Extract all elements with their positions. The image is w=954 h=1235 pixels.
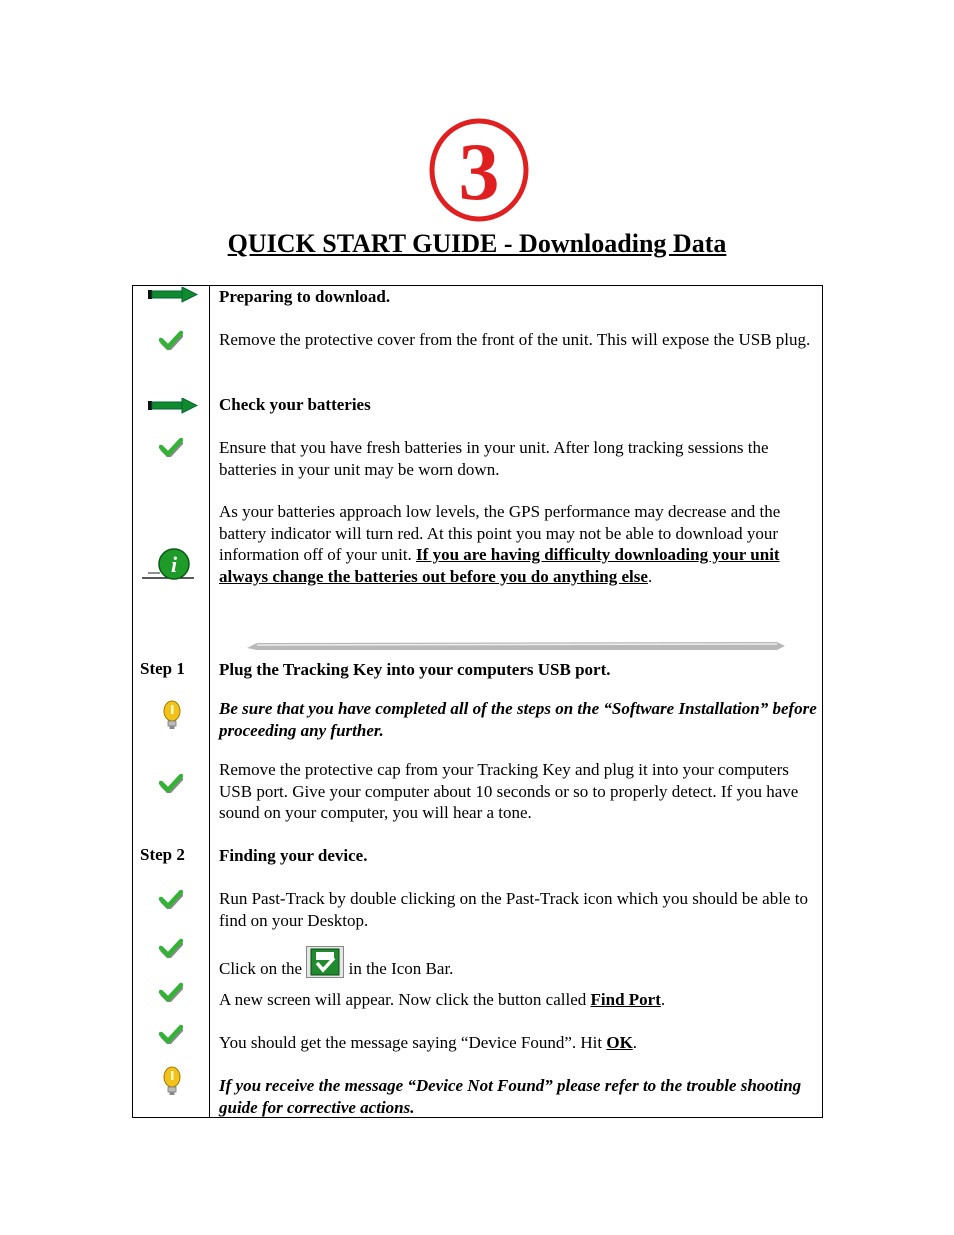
new-screen-text: A new screen will appear. Now click the button called Find Port. <box>219 990 666 1009</box>
step-1-instruction: Remove the protective cap from your Tracking Key and plug it into your computers USB port. Give your computer about 10 seconds or so to properly detect. If you have sound on your computer, you will hear a tone. <box>219 760 799 822</box>
run-past-track-text: Run Past-Track by double clicking on the Past-Track icon which you should be able to find on your Desktop. <box>219 889 808 930</box>
step-3-badge <box>428 117 530 223</box>
step-1-caution: Be sure that you have completed all of the steps on the “Software Installation” before proceeding any further. <box>219 699 817 740</box>
remove-cover-text: Remove the protective cover from the front of the unit. This will expose the USB plug. <box>219 330 811 349</box>
ok-label: OK <box>606 1033 633 1052</box>
step-2-label: Step 2 <box>140 845 185 864</box>
table-column-divider <box>209 285 210 1117</box>
badge-number: 3 <box>458 126 500 217</box>
find-port-label: Find Port <box>590 990 661 1009</box>
step-1-heading: Plug the Tracking Key into your computers USB port. <box>219 660 611 679</box>
fresh-batteries-text: Ensure that you have fresh batteries in your unit. After long tracking sessions the batteries in your unit may be worn down. <box>219 438 769 479</box>
section-divider <box>247 641 785 651</box>
preparing-heading: Preparing to download. <box>219 287 391 306</box>
arrow-icon <box>148 398 198 414</box>
check-icon <box>159 1024 183 1044</box>
page-title: QUICK START GUIDE - Downloading Data <box>227 229 727 258</box>
click-icon-text: Click on the in the Icon Bar. <box>219 946 817 980</box>
info-icon <box>140 545 196 583</box>
batteries-heading: Check your batteries <box>219 395 371 414</box>
check-icon <box>159 773 183 793</box>
check-icon <box>159 982 183 1002</box>
check-icon <box>159 889 183 909</box>
step-1-label: Step 1 <box>140 659 185 678</box>
caution-bulb-icon <box>162 1066 182 1098</box>
device-finder-icon <box>306 946 344 978</box>
check-icon <box>159 938 183 958</box>
step-2-caution: If you receive the message “Device Not Found” please refer to the trouble shooting guide for corrective actions. <box>219 1076 802 1117</box>
caution-bulb-icon <box>162 700 182 732</box>
device-found-text: You should get the message saying “Device Found”. Hit OK. <box>219 1033 638 1052</box>
check-icon <box>159 437 183 457</box>
check-icon <box>159 330 183 350</box>
svg-text:i: i <box>170 552 178 577</box>
step-2-heading: Finding your device. <box>219 846 368 865</box>
low-battery-text: As your batteries approach low levels, the GPS performance may decrease and the battery indicator will turn red. At this point you may not be able to download your information off of your unit. If you are having difficulty downloading your unit always change the batteries out before you do anything else. <box>219 502 781 586</box>
arrow-icon <box>148 287 198 303</box>
